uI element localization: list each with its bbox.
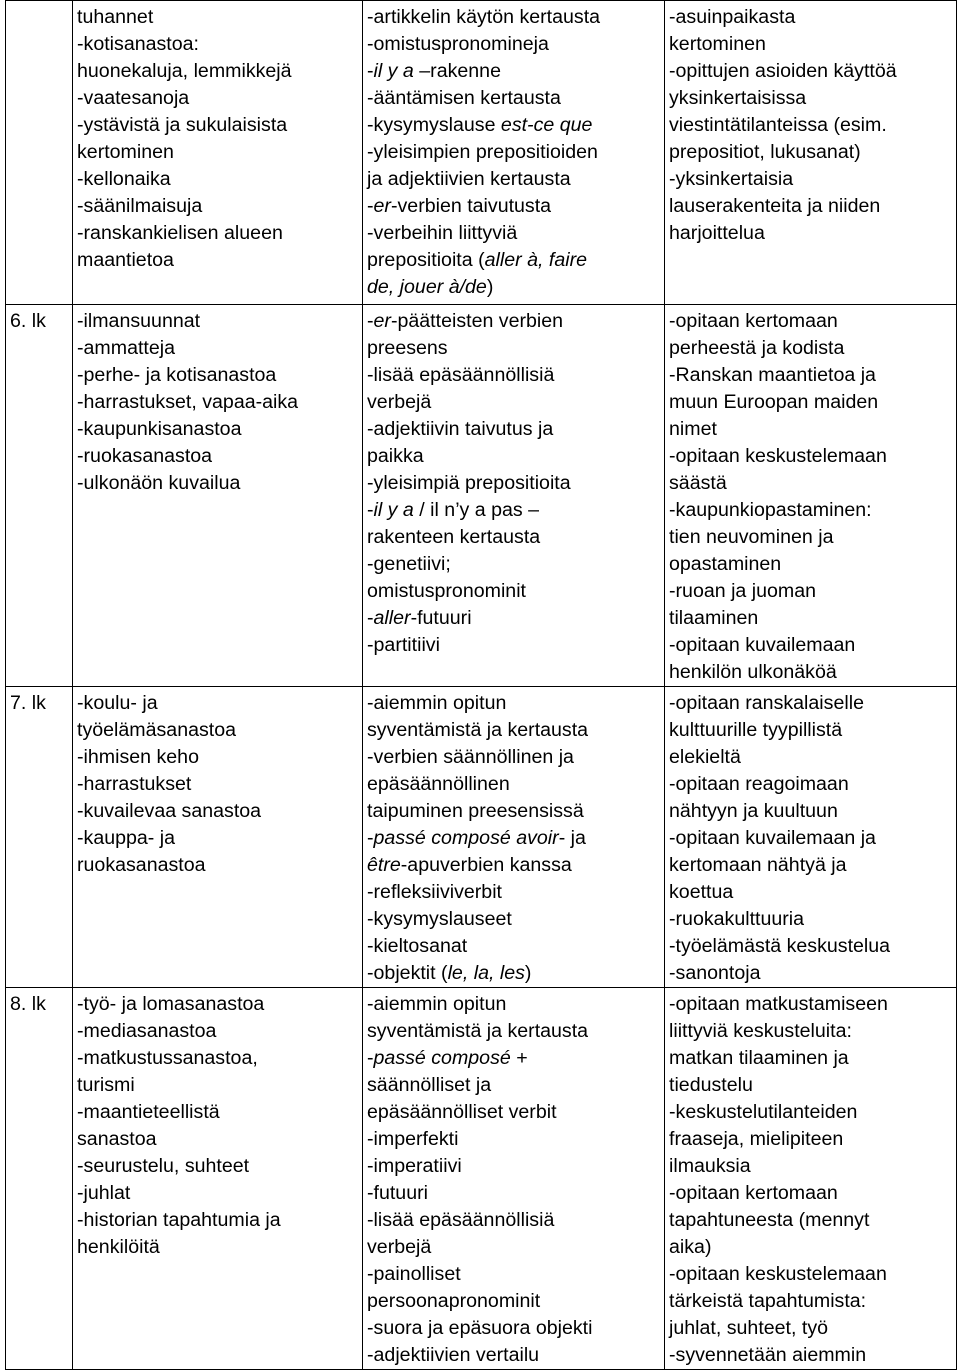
grammar-line: -painolliset [367,1263,461,1285]
theme-line: -harrastukset [77,773,192,795]
grammar-line: -passé composé avoir- ja [367,827,586,849]
communication-line: tiedustelu [669,1074,753,1096]
communication-line: harjoittelua [669,222,765,244]
theme-line: -harrastukset, vapaa-aika [77,391,299,413]
grammar-line: -aiemmin opitun [367,692,507,714]
communication-line: -keskustelutilanteiden [669,1101,858,1123]
communication-line: -opitaan kuvailemaan ja [669,827,876,849]
grammar-line: -er-verbien taivutusta [367,195,552,217]
communication-line: tapahtuneesta (mennyt [669,1209,870,1231]
communication-line: nähtyyn ja kuultuun [669,800,838,822]
communication-line: kertominen [669,33,766,55]
theme-line: -kaupunkisanastoa [77,418,242,440]
theme-line: maantietoa [77,249,174,271]
grammar-line: rakenteen kertausta [367,526,541,548]
communication-line: nimet [669,418,717,440]
communication-line: tien neuvominen ja [669,526,834,548]
grammar-line: -omistuspronomineja [367,33,549,55]
grammar-line: syventämistä ja kertausta [367,719,589,741]
table-row [6,1,957,305]
communication-line: kulttuurille tyypillistä [669,719,843,741]
grammar-line: -verbeihin liittyviä [367,222,518,244]
theme-line: työelämäsanastoa [77,719,237,741]
grammar-line: -objektit (le, la, les) [367,962,532,984]
grammar-line: verbejä [367,391,432,413]
communication-line: opastaminen [669,553,782,575]
communication-line: lauserakenteita ja niiden [669,195,881,217]
communication-line: -opitaan matkustamiseen [669,993,888,1015]
communication-line: yksinkertaisissa [669,87,807,109]
communication-line: elekieltä [669,746,741,768]
grammar-line: -verbien säännöllinen ja [367,746,574,768]
theme-line: -kotisanastoa: [77,33,199,55]
grammar-cell [363,988,665,1370]
communication-line: kertomaan nähtyä ja [669,854,847,876]
grammar-cell [363,305,665,687]
communication-line: -opitaan reagoimaan [669,773,849,795]
theme-cell [73,305,363,687]
grammar-line: -partitiivi [367,634,440,656]
communication-line: -opitaan kertomaan [669,310,838,332]
grammar-line: epäsäännölliset verbit [367,1101,557,1123]
grammar-line: -imperatiivi [367,1155,462,1177]
grammar-line: de, jouer à/de) [367,276,494,298]
theme-line: -seurustelu, suhteet [77,1155,250,1177]
grammar-line: verbejä [367,1236,432,1258]
theme-line: -ruokasanastoa [77,445,213,467]
grade-label: 8. lk [10,993,46,1015]
theme-line: huonekaluja, lemmikkejä [77,60,292,82]
grammar-line: omistuspronominit [367,580,526,602]
grammar-line: -imperfekti [367,1128,459,1150]
theme-line: turismi [77,1074,135,1096]
theme-line: -juhlat [77,1182,131,1204]
grammar-line: taipuminen preesensissä [367,800,584,822]
communication-line: -Ranskan maantietoa ja [669,364,876,386]
theme-line: -mediasanastoa [77,1020,217,1042]
communication-line: koettua [669,881,734,903]
grammar-line: -lisää epäsäännöllisiä [367,364,555,386]
grammar-cell [363,1,665,305]
communication-line: -sanontoja [669,962,761,984]
theme-line: -ranskankielisen alueen [77,222,283,244]
communication-line: henkilön ulkonäköä [669,661,837,683]
communication-line: -opitaan ranskalaiselle [669,692,864,714]
theme-line: sanastoa [77,1128,157,1150]
grammar-line: être-apuverbien kanssa [367,854,572,876]
grammar-line: -aiemmin opitun [367,993,507,1015]
curriculum-table-body [6,1,957,1370]
grammar-line: -il y a / il n’y a pas – [367,499,540,521]
grammar-line: -er-päätteisten verbien [367,310,564,332]
table-row [6,687,957,988]
grammar-line: -kysymyslauseet [367,908,512,930]
theme-line: -vaatesanoja [77,87,190,109]
communication-line: juhlat, suhteet, työ [669,1317,829,1339]
theme-line: -ilmansuunnat [77,310,201,332]
communication-line: -työelämästä keskustelua [669,935,891,957]
grammar-line: -adjektiivin taivutus ja [367,418,554,440]
grade-cell [6,687,73,988]
theme-cell [73,1,363,305]
theme-line: -maantieteellistä [77,1101,220,1123]
theme-cell [73,988,363,1370]
theme-cell [73,687,363,988]
grade-label: 7. lk [10,692,46,714]
curriculum-table [5,0,957,1370]
grammar-line: paikka [367,445,424,467]
grammar-line: -kysymyslause est-ce que [367,114,593,136]
theme-line: -säänilmaisuja [77,195,203,217]
communication-line: -opitaan keskustelemaan [669,445,887,467]
table-row [6,305,957,687]
communication-line: -kaupunkiopastaminen: [669,499,872,521]
communication-line: fraaseja, mielipiteen [669,1128,844,1150]
theme-line: ruokasanastoa [77,854,206,876]
theme-line: -ammatteja [77,337,175,359]
grammar-line: säännölliset ja [367,1074,492,1096]
grammar-line: epäsäännöllinen [367,773,510,795]
communication-line: -syvennetään aiemmin [669,1344,867,1366]
grammar-line: -adjektiivien vertailu [367,1344,540,1366]
theme-line: -ystävistä ja sukulaisista [77,114,288,136]
grammar-cell [363,687,665,988]
communication-line: ilmauksia [669,1155,751,1177]
communication-line: muun Euroopan maiden [669,391,879,413]
communication-cell [665,687,957,988]
grade-cell [6,305,73,687]
communication-line: -opittujen asioiden käyttöä [669,60,897,82]
grammar-line: -genetiivi; [367,553,451,575]
communication-line: liittyviä keskusteluita: [669,1020,852,1042]
grammar-line: -passé composé + [367,1047,528,1069]
table-row [6,988,957,1370]
grammar-line: -kieltosanat [367,935,468,957]
grammar-line: -lisää epäsäännöllisiä [367,1209,555,1231]
theme-line: -kellonaika [77,168,171,190]
grammar-line: prepositioita (aller à, faire [367,249,587,271]
grammar-line: preesens [367,337,448,359]
communication-line: -ruoan ja juoman [669,580,817,602]
theme-line: -ulkonäön kuvailua [77,472,241,494]
theme-line: -ihmisen keho [77,746,199,768]
grammar-line: -suora ja epäsuora objekti [367,1317,593,1339]
communication-line: -opitaan kuvailemaan [669,634,856,656]
grammar-line: ja adjektiivien kertausta [367,168,571,190]
communication-line: -opitaan kertomaan [669,1182,838,1204]
communication-line: -asuinpaikasta [669,6,796,28]
communication-line: perheestä ja kodista [669,337,845,359]
communication-line: tärkeistä tapahtumista: [669,1290,867,1312]
theme-line: -työ- ja lomasanastoa [77,993,265,1015]
communication-line: prepositiot, lukusanat) [669,141,861,163]
communication-cell [665,1,957,305]
grade-label: 6. lk [10,310,46,332]
theme-line: -historian tapahtumia ja [77,1209,281,1231]
grammar-line: syventämistä ja kertausta [367,1020,589,1042]
grammar-line: persoonapronominit [367,1290,541,1312]
communication-line: matkan tilaaminen ja [669,1047,849,1069]
theme-line: -kauppa- ja [77,827,176,849]
theme-line: -perhe- ja kotisanastoa [77,364,277,386]
communication-line: -opitaan keskustelemaan [669,1263,887,1285]
communication-line: säästä [669,472,727,494]
grammar-line: -aller-futuuri [367,607,472,629]
grammar-line: -il y a –rakenne [367,60,501,82]
theme-line: kertominen [77,141,174,163]
grammar-line: -yleisimpien prepositioiden [367,141,598,163]
communication-line: -ruokakulttuuria [669,908,805,930]
grammar-line: -yleisimpiä prepositioita [367,472,571,494]
theme-line: tuhannet [77,6,154,28]
communication-cell [665,305,957,687]
grade-cell [6,1,73,305]
communication-line: -yksinkertaisia [669,168,794,190]
communication-line: aika) [669,1236,712,1258]
communication-line: tilaaminen [669,607,759,629]
grammar-line: -refleksiiviverbit [367,881,503,903]
theme-line: henkilöitä [77,1236,160,1258]
theme-line: -kuvailevaa sanastoa [77,800,262,822]
grammar-line: -ääntämisen kertausta [367,87,561,109]
grade-cell [6,988,73,1370]
communication-line: viestintätilanteissa (esim. [669,114,887,136]
communication-cell [665,988,957,1370]
theme-line: -matkustussanastoa, [77,1047,258,1069]
grammar-line: -futuuri [367,1182,428,1204]
theme-line: -koulu- ja [77,692,158,714]
grammar-line: -artikkelin käytön kertausta [367,6,601,28]
